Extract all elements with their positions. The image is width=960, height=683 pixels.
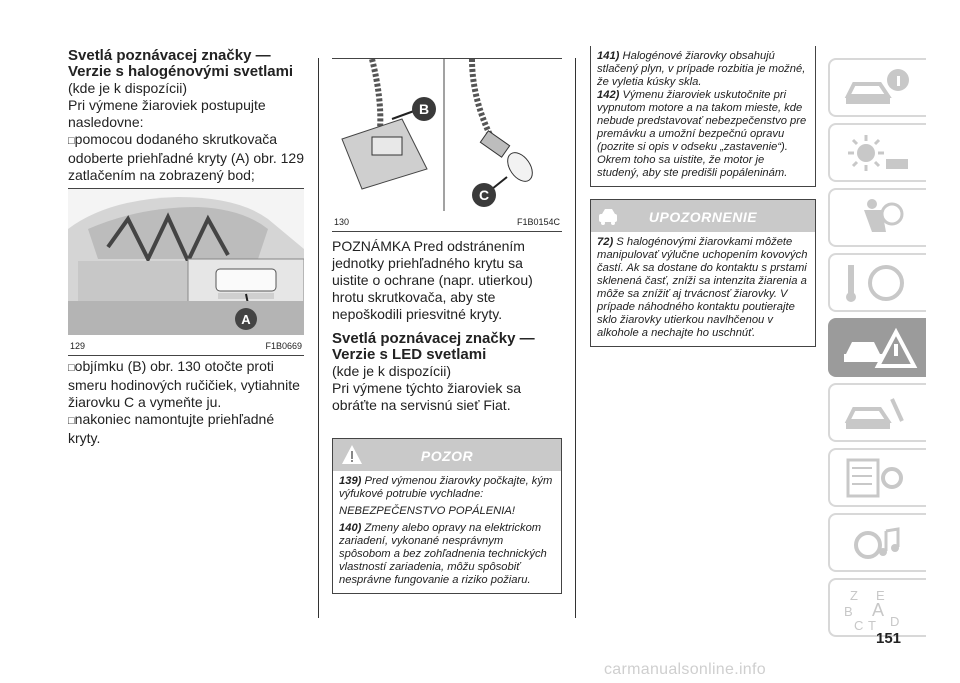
warning-number: 141): [597, 50, 620, 62]
availability-note: (kde je k dispozícii): [332, 363, 452, 379]
tab-index[interactable]: [828, 578, 926, 637]
warning-text: Zmeny alebo opravy na elektrickom zariadení, vykonané nesprávnym spôsobom a bez zohľadnenia technických vlastností zariadenia, môžu spôsobiť nesprávne fungovanie a riziko požiaru.: [339, 522, 547, 586]
warning-number: 72): [597, 236, 614, 248]
car-rear-illustration: [68, 189, 304, 335]
step-refit-covers: □ nakoniec namontujte priehľadné kryty.: [68, 411, 304, 447]
page-number: 151: [876, 630, 902, 647]
warning-header: [333, 439, 561, 471]
figure-number: 130: [334, 217, 350, 227]
chapter-tabs: [828, 58, 926, 643]
svg-text:E: E: [876, 588, 885, 603]
column-2: [332, 58, 562, 594]
figure-130: [332, 58, 562, 232]
note-text: POZNÁMKA Pred odstránením jednotky priehľadného krytu sa uistite o ochrane (napr. utierkou) hrotu skrutkovača, aby ste nepoškodili priesvitné kryty.: [332, 238, 533, 322]
svg-text:T: T: [868, 618, 876, 631]
car-info-icon: [842, 66, 912, 111]
step-rotate-socket: □ objímku (B) obr. 130 otočte proti smeru hodinových ručičiek, vytiahnite žiarovku C a vymeňte ju.: [68, 358, 304, 411]
tab-emergency[interactable]: [828, 318, 926, 377]
warning-box-upozornenie: [590, 199, 816, 347]
column-3: [590, 46, 816, 347]
tab-lights[interactable]: [828, 123, 926, 182]
svg-text:C: C: [854, 618, 864, 631]
column-divider: [575, 58, 576, 618]
svg-text:Z: Z: [850, 588, 858, 603]
figure-129: [68, 188, 304, 356]
key-steering-icon: [842, 261, 912, 306]
warning-body: [591, 46, 815, 186]
warning-number: 139): [339, 475, 362, 487]
section-title-led: Svetlá poznávacej značky — Verzie s LED svetlami: [332, 330, 535, 363]
warning-title: UPOZORNENIE: [648, 209, 758, 225]
warning-box-continued: [590, 46, 816, 187]
warning-box-pozor: [332, 438, 562, 594]
svg-text:A: A: [872, 600, 885, 620]
label-b: B: [418, 101, 430, 117]
tab-safety[interactable]: [828, 188, 926, 247]
car-tools-icon: [842, 391, 912, 436]
warning-text: Halogénové žiarovky obsahujú stlačený plyn, v prípade rozbitia je možné, že vyletia kúsky skla.: [597, 50, 806, 88]
media-music-icon: [842, 521, 912, 566]
tab-multimedia[interactable]: [828, 513, 926, 572]
warning-text: S halogénovými žiarovkami môžete manipulovať výlučne uchopením kovových častí. Ak sa dostane do kontaktu s prstami sklenená časť, zníži sa intenzita žiarenia a môže sa znížiť aj trvácnosť žiarovky. V prípade náhodného kontaktu poutierajte sklo žiarovky utierkou navlhčenou v alkohole a nechajte ho uschnúť.: [597, 236, 808, 339]
tab-driving[interactable]: [828, 253, 926, 312]
label-a: A: [241, 312, 251, 327]
warning-body: [591, 232, 815, 346]
availability-note: (kde je k dispozícii): [68, 80, 188, 96]
svg-text:B: B: [844, 604, 853, 619]
intro-text: Pri výmene žiaroviek postupujte nasledovne:: [68, 97, 266, 130]
section-title-halogen: Svetlá poznávacej značky — Verzie s halogénovými svetlami: [68, 47, 294, 80]
led-service-text: Pri výmene týchto žiaroviek sa obráťte na servisnú sieť Fiat.: [332, 380, 522, 413]
tab-dashboard[interactable]: [828, 58, 926, 117]
tab-maintenance[interactable]: [828, 383, 926, 442]
airbag-seat-icon: [842, 196, 912, 241]
warning-title: POZOR: [420, 448, 474, 464]
figure-code: F1B0154C: [516, 217, 560, 227]
warning-body: [333, 471, 561, 593]
figure-code: F1B0669: [265, 341, 302, 351]
warning-burn-hazard: NEBEZPEČENSTVO POPÁLENIA!: [339, 505, 515, 517]
alphabet-index-icon: [842, 586, 912, 631]
svg-text:D: D: [890, 614, 900, 629]
warning-text: Pred výmenou žiarovky počkajte, kým výfukové potrubie vychladne:: [339, 475, 553, 500]
warning-text: Výmenu žiaroviek uskutočnite pri vypnutom motore a na takom mieste, kde nebude predstavovať nebezpečenstvo pre premávku a umožní bezpečnú opravu (pozrite si opis v odseku „zastavenie“). Okrem toho sa uistite, že motor je studený, aby ste predišli popáleninám.: [597, 89, 807, 179]
figure-number: 129: [70, 341, 86, 351]
checklist-gears-icon: [842, 456, 912, 501]
tab-technical-data[interactable]: [828, 448, 926, 507]
car-warning-triangle-icon: [842, 326, 918, 374]
bulb-socket-illustration: [332, 59, 562, 211]
label-c: C: [478, 187, 490, 203]
warning-number: 140): [339, 522, 362, 534]
column-1: [68, 48, 304, 447]
watermark: carmanualsonline.info: [604, 661, 766, 678]
light-sun-icon: [842, 131, 912, 176]
warning-header: [591, 200, 815, 232]
column-divider: [318, 58, 319, 618]
warning-number: 142): [597, 89, 620, 101]
step-remove-cover: □ pomocou dodaného skrutkovača odoberte priehľadné kryty (A) obr. 129 zatlačením na zobrazený bod;: [68, 131, 304, 184]
